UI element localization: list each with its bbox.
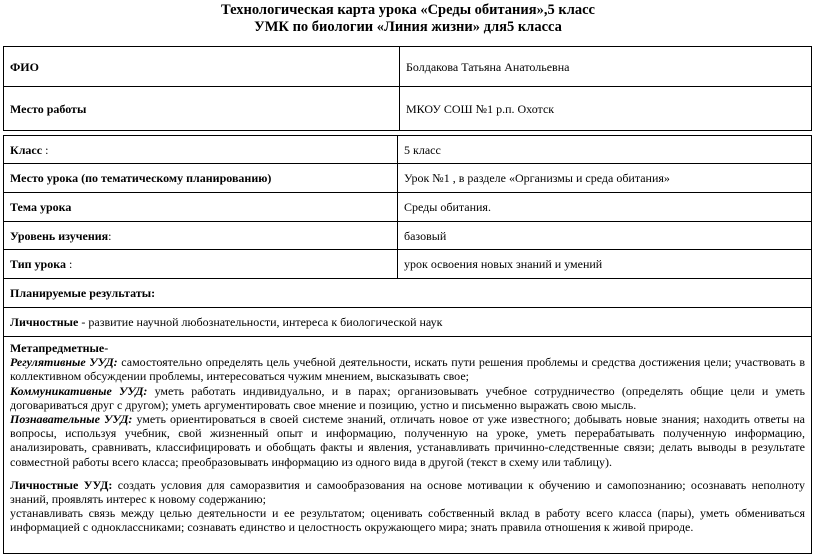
table-row <box>4 136 812 164</box>
personal-results-cell <box>4 308 812 337</box>
metasubject-results-cell <box>4 337 812 554</box>
class-label: Класс <box>10 142 43 157</box>
regulative-uud-label: Регулятивные УУД: <box>10 355 118 370</box>
table-row <box>4 250 812 279</box>
lesson-type-label: Тип урока <box>10 257 66 271</box>
lesson-info-table <box>3 135 812 554</box>
table-row <box>4 279 812 308</box>
work-place-value: МКОУ СОШ №1 р.п. Охотск <box>400 87 812 131</box>
communicative-uud-label: Коммуникативные УУД: <box>10 383 148 398</box>
table-row <box>4 87 812 131</box>
metasubject-heading: Метапредметные- <box>10 341 109 355</box>
class-label-cell <box>4 136 398 164</box>
table-row <box>4 164 812 193</box>
fio-label: ФИО <box>4 47 400 87</box>
class-colon: : <box>42 142 49 157</box>
table-row <box>4 47 812 87</box>
cognitive-uud-label: Познавательные УУД: <box>10 412 133 427</box>
study-level-colon: : <box>108 228 112 243</box>
lesson-place-label: Место урока (по тематическому планированию) <box>4 164 398 193</box>
study-level-value: базовый <box>398 222 812 250</box>
communicative-uud-text: уметь работать индивидуально, и в парах; организовывать учебное сотрудничество (определять общие цели и уметь договариваться друг с другом); уметь аргументировать свое мнение и позицию, устно и письменно выражать свою мысль. <box>10 383 805 412</box>
personal-uud <box>10 478 805 506</box>
personal-uud-label: Личностные УУД: <box>10 477 113 492</box>
cognitive-uud <box>10 412 805 469</box>
planned-results-heading: Планируемые результаты: <box>4 279 812 308</box>
cognitive-uud-text: уметь ориентироваться в своей системе знаний, отличать новое от уже известного; добывать новые знания; находить ответы на вопросы, используя учебник, свой жизненный опыт и информацию, полученную на уроке, уметь перерабатывать полученную информацию, анализировать, сравнивать, классифицировать и обобщать факты и явления, устанавливать причинно-следственные связи; делать выводы в результате совместной работы всего класса; преобразовывать информацию из одного вида в другой (текст в схему или таблицу). <box>10 412 805 469</box>
lesson-type-label-cell <box>4 250 398 279</box>
communicative-uud <box>10 384 805 412</box>
lesson-type-value: урок освоения новых знаний и умений <box>398 250 812 279</box>
document-title-line2: УМК по биологии «Линия жизни» для5 класса <box>254 19 562 35</box>
work-place-label: Место работы <box>4 87 400 131</box>
lesson-place-value: Урок №1 , в разделе «Организмы и среда обитания» <box>398 164 812 193</box>
study-level-label: Уровень изучения <box>10 228 109 243</box>
teacher-info-table <box>3 46 812 131</box>
regulative-uud <box>10 355 805 383</box>
personal-results-text: - развитие научной любознательности, интереса к биологической наук <box>78 315 443 329</box>
personal-uud-text: создать условия для саморазвития и самообразования на основе мотивации к обучению и самопознанию; осознавать неполноту знаний, проявлять интерес к новому содержанию; <box>10 477 805 507</box>
lesson-type-colon: : <box>65 257 73 271</box>
lesson-topic-label: Тема урока <box>4 193 398 222</box>
table-row <box>4 193 812 222</box>
study-level-label-cell <box>4 222 398 250</box>
personal-uud-continuation: устанавливать связь между целью деятельности и ее результатом; оценивать собственный вклад в работу всего класса (пары), уметь обмениваться информацией с одноклассниками; сознавать единство и целостность окружающего мира; знать правила отношения к живой природе. <box>10 506 805 535</box>
document-title-line1: Технологическая карта урока «Среды обитания»,5 класс <box>221 2 595 18</box>
regulative-uud-text: самостоятельно определять цель учебной деятельности, искать пути решения проблемы и средства достижения цели; участвовать в коллективном обсуждении проблемы, интересоваться чужим мнением, высказывать свое; <box>10 355 806 384</box>
personal-results-label: Личностные <box>10 315 79 329</box>
table-row <box>4 308 812 337</box>
table-row <box>4 222 812 250</box>
class-value: 5 класс <box>398 136 812 164</box>
fio-value: Болдакова Татьяна Анатольевна <box>400 47 812 87</box>
table-row <box>4 337 812 554</box>
lesson-topic-value: Среды обитания. <box>398 193 812 222</box>
